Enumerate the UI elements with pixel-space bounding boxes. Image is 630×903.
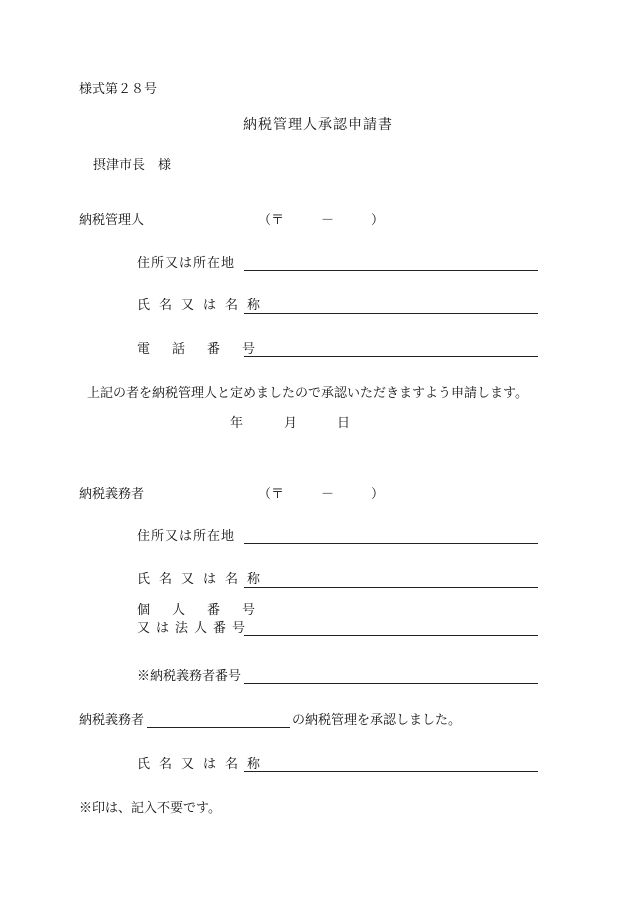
taxpayer-postal-close: ） <box>371 487 385 502</box>
taxpayer-id-label-line1: 個人番号 <box>137 603 278 618</box>
manager-label: 納税管理人 <box>79 213 145 228</box>
taxpayer-postal-dash: － <box>321 487 335 502</box>
manager-phone-label: 電話番号 <box>137 342 278 357</box>
declaration-text: 上記の者を納税管理人と定めましたので承認いただきますよう申請します。 <box>87 386 528 401</box>
approval-name-label: 氏名又は名称 <box>137 757 270 772</box>
manager-postal-dash: － <box>321 213 335 228</box>
manager-phone-field[interactable] <box>244 356 538 357</box>
form-number: 様式第２８号 <box>79 82 158 97</box>
taxpayer-name-label: 氏名又は名称 <box>137 572 270 587</box>
manager-address-field[interactable] <box>244 270 538 271</box>
taxpayer-address-field[interactable] <box>244 543 538 544</box>
approval-taxpayer-field[interactable] <box>147 727 290 728</box>
taxpayer-address-label: 住所又は所在地 <box>137 529 236 544</box>
taxpayer-id-label-line2: 又は法人番号 <box>137 621 252 636</box>
manager-postal-open: （〒 <box>258 213 285 228</box>
date-day: 日 <box>337 416 351 431</box>
taxpayer-number-field[interactable] <box>244 683 538 684</box>
taxpayer-label: 納税義務者 <box>79 487 145 502</box>
manager-name-field[interactable] <box>244 313 538 314</box>
footnote: ※印は、記入不要です。 <box>79 801 221 816</box>
approval-name-field[interactable] <box>244 771 538 772</box>
manager-name-label: 氏名又は名称 <box>137 298 270 313</box>
date-month: 月 <box>284 416 298 431</box>
manager-postal-close: ） <box>371 213 385 228</box>
manager-address-label: 住所又は所在地 <box>137 256 236 271</box>
taxpayer-number-label: ※納税義務者番号 <box>137 669 242 684</box>
date-year: 年 <box>230 416 244 431</box>
page-title: 納税管理人承認申請書 <box>243 117 393 133</box>
addressee: 摂津市長 様 <box>93 158 172 173</box>
approval-prefix: 納税義務者 <box>79 713 145 728</box>
taxpayer-id-field[interactable] <box>244 635 538 636</box>
taxpayer-name-field[interactable] <box>244 587 538 588</box>
taxpayer-postal-open: （〒 <box>258 487 285 502</box>
approval-suffix: の納税管理を承認しました。 <box>292 713 462 728</box>
